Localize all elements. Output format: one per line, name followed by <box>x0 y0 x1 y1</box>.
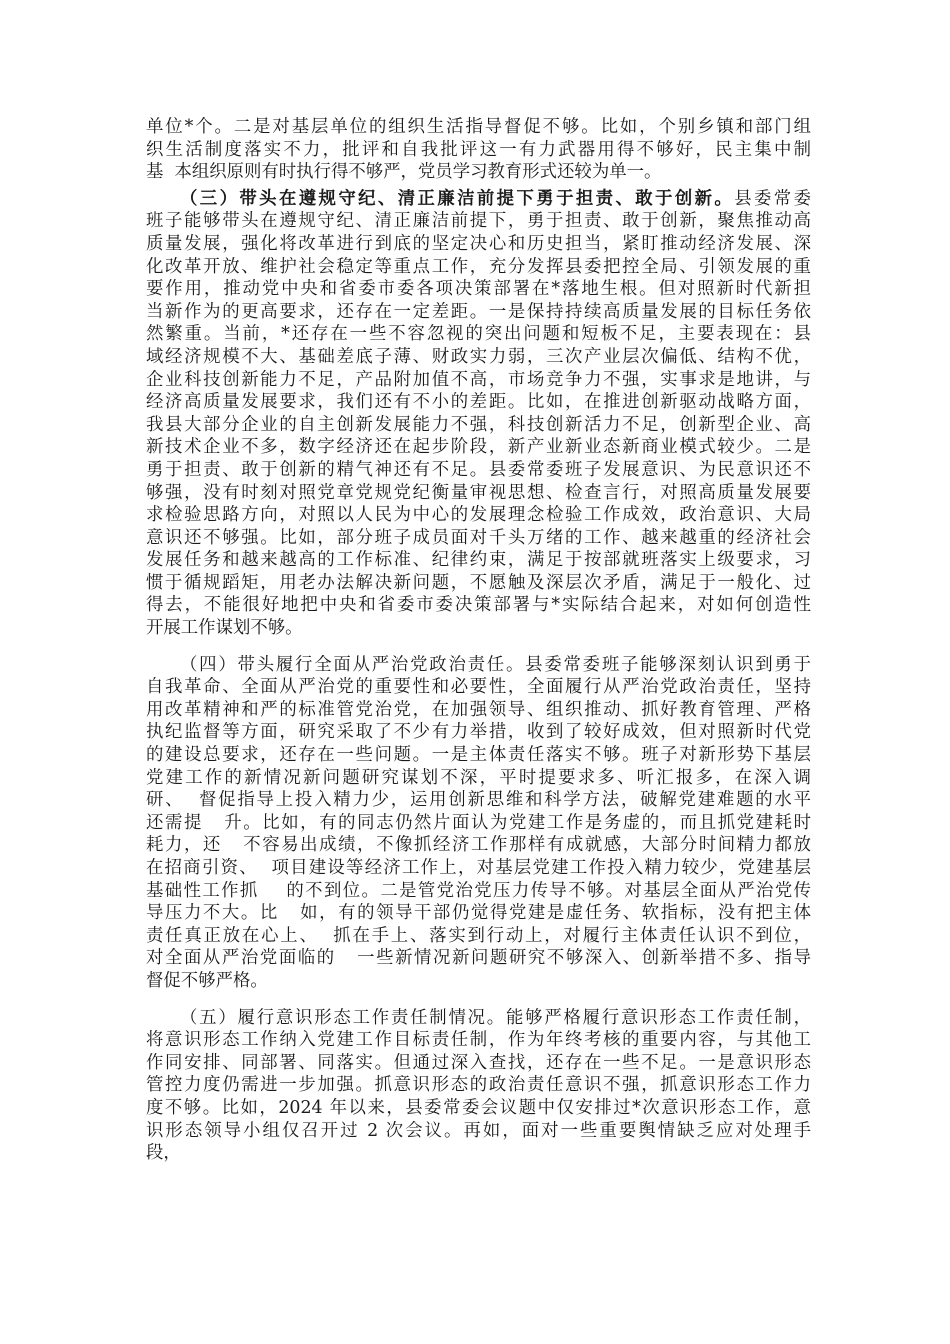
text-line: 开展工作谋划不够。 <box>146 618 303 639</box>
text-line: 意识还不够强。比如，部分班子成员面对千头万绪的工作、越来越重的经济社会 <box>146 527 811 548</box>
paragraph-heading-line <box>146 188 811 211</box>
heading-tail-text: 县委常委 <box>734 188 811 209</box>
text-line: 基础性工作抓 的不到位。二是管党治党压力传导不够。对基层全面从严治党传 <box>146 880 811 901</box>
text-line: 域经济规模不大、基础差底子薄、财政实力弱，三次产业层次偏低、结构不优， <box>146 346 811 367</box>
text-line: 得去，不能很好地把中央和省委市委决策部署与*实际结合起来，对如何创造性 <box>146 595 811 616</box>
text-line: 基 本组织原则有时执行得不够严，党员学习教育形式还较为单一。 <box>146 162 662 183</box>
text-line: 化改革开放、维护社会稳定等重点工作，充分发挥县委把控全局、引领发展的重 <box>146 256 811 277</box>
text-line: 作同安排、同部署、同落实。但通过深入查找，还存在一些不足。一是意识形态 <box>146 1052 811 1073</box>
text-line: 导压力不大。比 如，有的领导干部仍觉得党建是虚任务、软指标，没有把主体 <box>146 903 811 924</box>
section-heading: （三）带头在遵规守纪、清正廉洁前提下勇于担责、敢于创新。 <box>180 188 735 209</box>
text-line: 勇于担责、敢于创新的精气神还有不足。县委常委班子发展意识、为民意识还不 <box>146 459 811 480</box>
text-line: 段， <box>146 1143 181 1164</box>
paragraph-2 <box>146 188 811 640</box>
text-line: 度不够。比如，2024 年以来，县委常委会议题中仅安排过*次意识形态工作，意 <box>146 1097 811 1118</box>
text-line: 当新作为的更高要求，还存在一定差距。一是保持持续高质量发展的目标任务依 <box>146 301 811 322</box>
text-line: 班子能够带头在遵规守纪、清正廉洁前提下，勇于担责、敢于创新，聚焦推动高 <box>146 211 811 232</box>
text-line: 惯于循规蹈矩，用老办法解决新问题，不愿触及深层次矛盾，满足于一般化、过 <box>146 572 811 593</box>
text-line: 在招商引资、 项目建设等经济工作上，对基层党建工作投入精力较少，党建基层 <box>146 858 811 878</box>
text-line: 责任真正放在心上、 抓在手上、落实到行动上，对履行主体责任认识不到位， <box>146 925 811 946</box>
text-line: 发展任务和越来越高的工作标准、纪律约束，满足于按部就班落实上级要求，习 <box>146 550 811 571</box>
document-page <box>146 116 811 1179</box>
text-line: 对全面从严治党面临的 一些新情况新问题研究不够深入、创新举措不多、指导 <box>146 948 811 969</box>
text-line: 自我革命、全面从严治党的重要性和必要性，全面履行从严治党政治责任，坚持 <box>146 677 811 698</box>
text-line: （四）带头履行全面从严治党政治责任。县委常委班子能够深刻认识到勇于 <box>180 654 811 675</box>
text-line: 研、 督促指导上投入精力少，运用创新思维和科学方法，破解党建难题的水平 <box>146 790 811 811</box>
text-line: 还需提 升。比如，有的同志仍然片面认为党建工作是务虚的，而且抓党建耗时 <box>146 812 811 833</box>
text-line: 求检验思路方向，对照以人民为中心的发展理念检验工作成效，政治意识、大局 <box>146 505 811 526</box>
text-line: 然繁重。当前，*还存在一些不容忽视的突出问题和短板不足，主要表现在：县 <box>146 324 811 345</box>
text-line: 管控力度仍需进一步加强。抓意识形态的政治责任意识不强，抓意识形态工作力 <box>146 1075 811 1096</box>
text-line: 用改革精神和严的标准管党治党，在加强领导、组织推动、抓好教育管理、严格 <box>146 699 811 720</box>
text-line: 要作用，推动党中央和省委市委各项决策部署在*落地生根。但对照新时代新担 <box>146 279 811 300</box>
text-line: 质量发展，强化将改革进行到底的坚定决心和历史担当，紧盯推动经济发展、深 <box>146 233 811 254</box>
text-line: 新技术企业不多，数字经济还在起步阶段，新产业新业态新商业模式较少。二是 <box>146 437 811 458</box>
text-line: 单位*个。二是对基层单位的组织生活指导督促不够。比如，个别乡镇和部门组 <box>146 117 811 137</box>
text-line: 将意识形态工作纳入党建工作目标责任制，作为年终考核的重要内容，与其他工 <box>146 1030 811 1051</box>
text-line: 耗力，还 不容易出成绩，不像抓经济工作那样有成就感，大部分时间精力都放 <box>146 835 811 856</box>
text-line: 经济高质量发展要求，我们还有不小的差距。比如，在推进创新驱动战略方面， <box>146 392 811 413</box>
text-line: 企业科技创新能力不足，产品附加值不高，市场竞争力不强，实事求是地讲，与 <box>146 369 811 390</box>
text-line: 织生活制度落实不力，批评和自我批评这一有力武器用得不够好，民主集中制 <box>146 139 811 160</box>
text-line: 督促不够严格。 <box>146 970 268 991</box>
text-line: 够强，没有时刻对照党章党规党纪衡量审视思想、检查言行，对照高质量发展要 <box>146 482 811 503</box>
text-line: 党建工作的新情况新问题研究谋划不深，平时提要求多、听汇报多，在深入调 <box>146 767 811 788</box>
text-line: 识形态领导小组仅召开过 2 次会议。再如，面对一些重要舆情缺乏应对处理手 <box>146 1120 811 1141</box>
paragraph-4 <box>146 1007 811 1165</box>
paragraph-1 <box>146 116 811 184</box>
text-line: 执纪监督等方面，研究采取了不少有力举措，收到了较好成效，但对照新时代党 <box>146 722 811 743</box>
text-line: （五）履行意识形态工作责任制情况。能够严格履行意识形态工作责任制， <box>180 1007 811 1028</box>
paragraph-3 <box>146 654 811 993</box>
text-line: 的建设总要求，还存在一些问题。一是主体责任落实不够。班子对新形势下基层 <box>146 745 811 766</box>
text-line: 我县大部分企业的自主创新发展能力不强，科技创新活力不足，创新型企业、高 <box>146 414 811 435</box>
